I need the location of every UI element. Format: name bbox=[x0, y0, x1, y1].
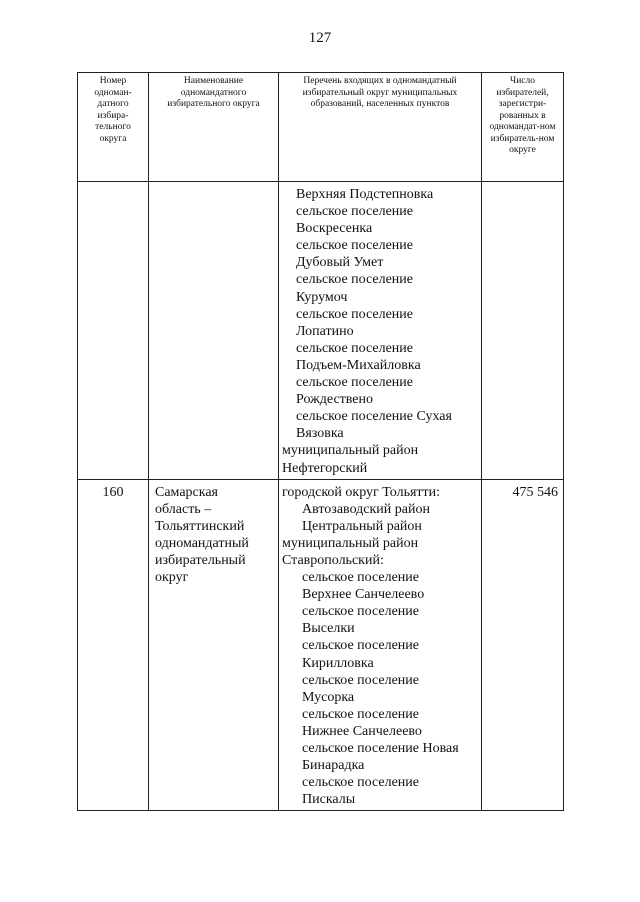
list-item: Верхняя Подстепновка bbox=[296, 187, 434, 202]
cell-voters-empty bbox=[482, 182, 564, 480]
list-item: Вязовка bbox=[296, 426, 344, 442]
list-item: Курумоч bbox=[296, 289, 348, 305]
header-number: Номер одноман-датного избира-тельного округа bbox=[78, 73, 149, 182]
districts-table bbox=[77, 72, 564, 811]
cell-name-empty bbox=[149, 182, 279, 480]
list-item: сельское поселение bbox=[302, 570, 419, 586]
cell-composition bbox=[279, 182, 482, 480]
list-item: сельское поселение bbox=[302, 706, 419, 722]
list-item: сельское поселение bbox=[296, 375, 413, 391]
list-item: сельское поселение bbox=[296, 238, 413, 254]
list-item: Центральный район bbox=[302, 518, 422, 534]
cell-composition bbox=[279, 479, 482, 811]
list-item: Воскресенка bbox=[296, 221, 373, 237]
list-item: Мусорка bbox=[302, 689, 355, 705]
list-item: сельское поселение bbox=[302, 638, 419, 654]
list-item: Выселки bbox=[302, 621, 355, 637]
header-composition: Перечень входящих в одномандатный избирательный округ муниципальных образований, населенных пунктов bbox=[279, 73, 482, 182]
list-item: Подъем-Михайловка bbox=[296, 357, 421, 373]
district-name-line: одномандатный bbox=[155, 535, 249, 551]
list-item: сельское поселение bbox=[296, 340, 413, 356]
list-item: Нефтегорский bbox=[282, 460, 368, 476]
settlement-list bbox=[279, 480, 481, 811]
list-item: сельское поселение bbox=[296, 272, 413, 288]
list-item: сельское поселение Новая bbox=[302, 741, 459, 756]
district-name-line: избирательный bbox=[155, 552, 246, 568]
list-item: городской округ Тольятти: bbox=[282, 484, 441, 500]
list-item: Верхнее Санчелеево bbox=[302, 587, 425, 603]
district-name-line: Тольяттинский bbox=[155, 518, 245, 534]
list-item: Пискалы bbox=[302, 792, 356, 808]
district-number: 160 bbox=[78, 479, 149, 811]
header-voters: Число избирателей, зарегистри-рованных в одномандат-ном избиратель-ном округе bbox=[482, 73, 564, 182]
list-item: Кирилловка bbox=[302, 655, 374, 671]
table-row-160 bbox=[78, 479, 564, 811]
list-item: сельское поселение bbox=[302, 775, 419, 791]
district-name-line: область – bbox=[155, 501, 212, 517]
voter-count: 475 546 bbox=[482, 479, 564, 811]
district-name-lines bbox=[155, 484, 274, 587]
list-item: сельское поселение Сухая bbox=[296, 409, 452, 425]
list-item: Рождествено bbox=[296, 392, 374, 408]
list-item: сельское поселение bbox=[302, 604, 419, 620]
page-number: 127 bbox=[308, 30, 332, 46]
list-item: муниципальный район bbox=[282, 535, 419, 551]
list-item: Автозаводский район bbox=[302, 501, 430, 517]
table-row-continued bbox=[78, 182, 564, 480]
list-item: Бинарадка bbox=[302, 758, 365, 774]
district-name bbox=[149, 479, 279, 811]
district-name-line: округ bbox=[155, 570, 189, 586]
header-row bbox=[78, 73, 564, 182]
settlement-list bbox=[279, 182, 481, 479]
list-item: сельское поселение bbox=[296, 204, 413, 220]
header-name: Наименование одномандатного избирательного округа bbox=[149, 73, 279, 182]
list-item: муниципальный район bbox=[282, 443, 419, 459]
list-item: Ставропольский: bbox=[282, 552, 384, 568]
cell-number-empty bbox=[78, 182, 149, 480]
list-item: Лопатино bbox=[296, 323, 354, 339]
list-item: сельское поселение bbox=[302, 672, 419, 688]
list-item: Нижнее Санчелеево bbox=[302, 723, 422, 739]
list-item: сельское поселение bbox=[296, 306, 413, 322]
list-item: Дубовый Умет bbox=[296, 255, 384, 271]
district-name-line: Самарская bbox=[155, 484, 218, 500]
